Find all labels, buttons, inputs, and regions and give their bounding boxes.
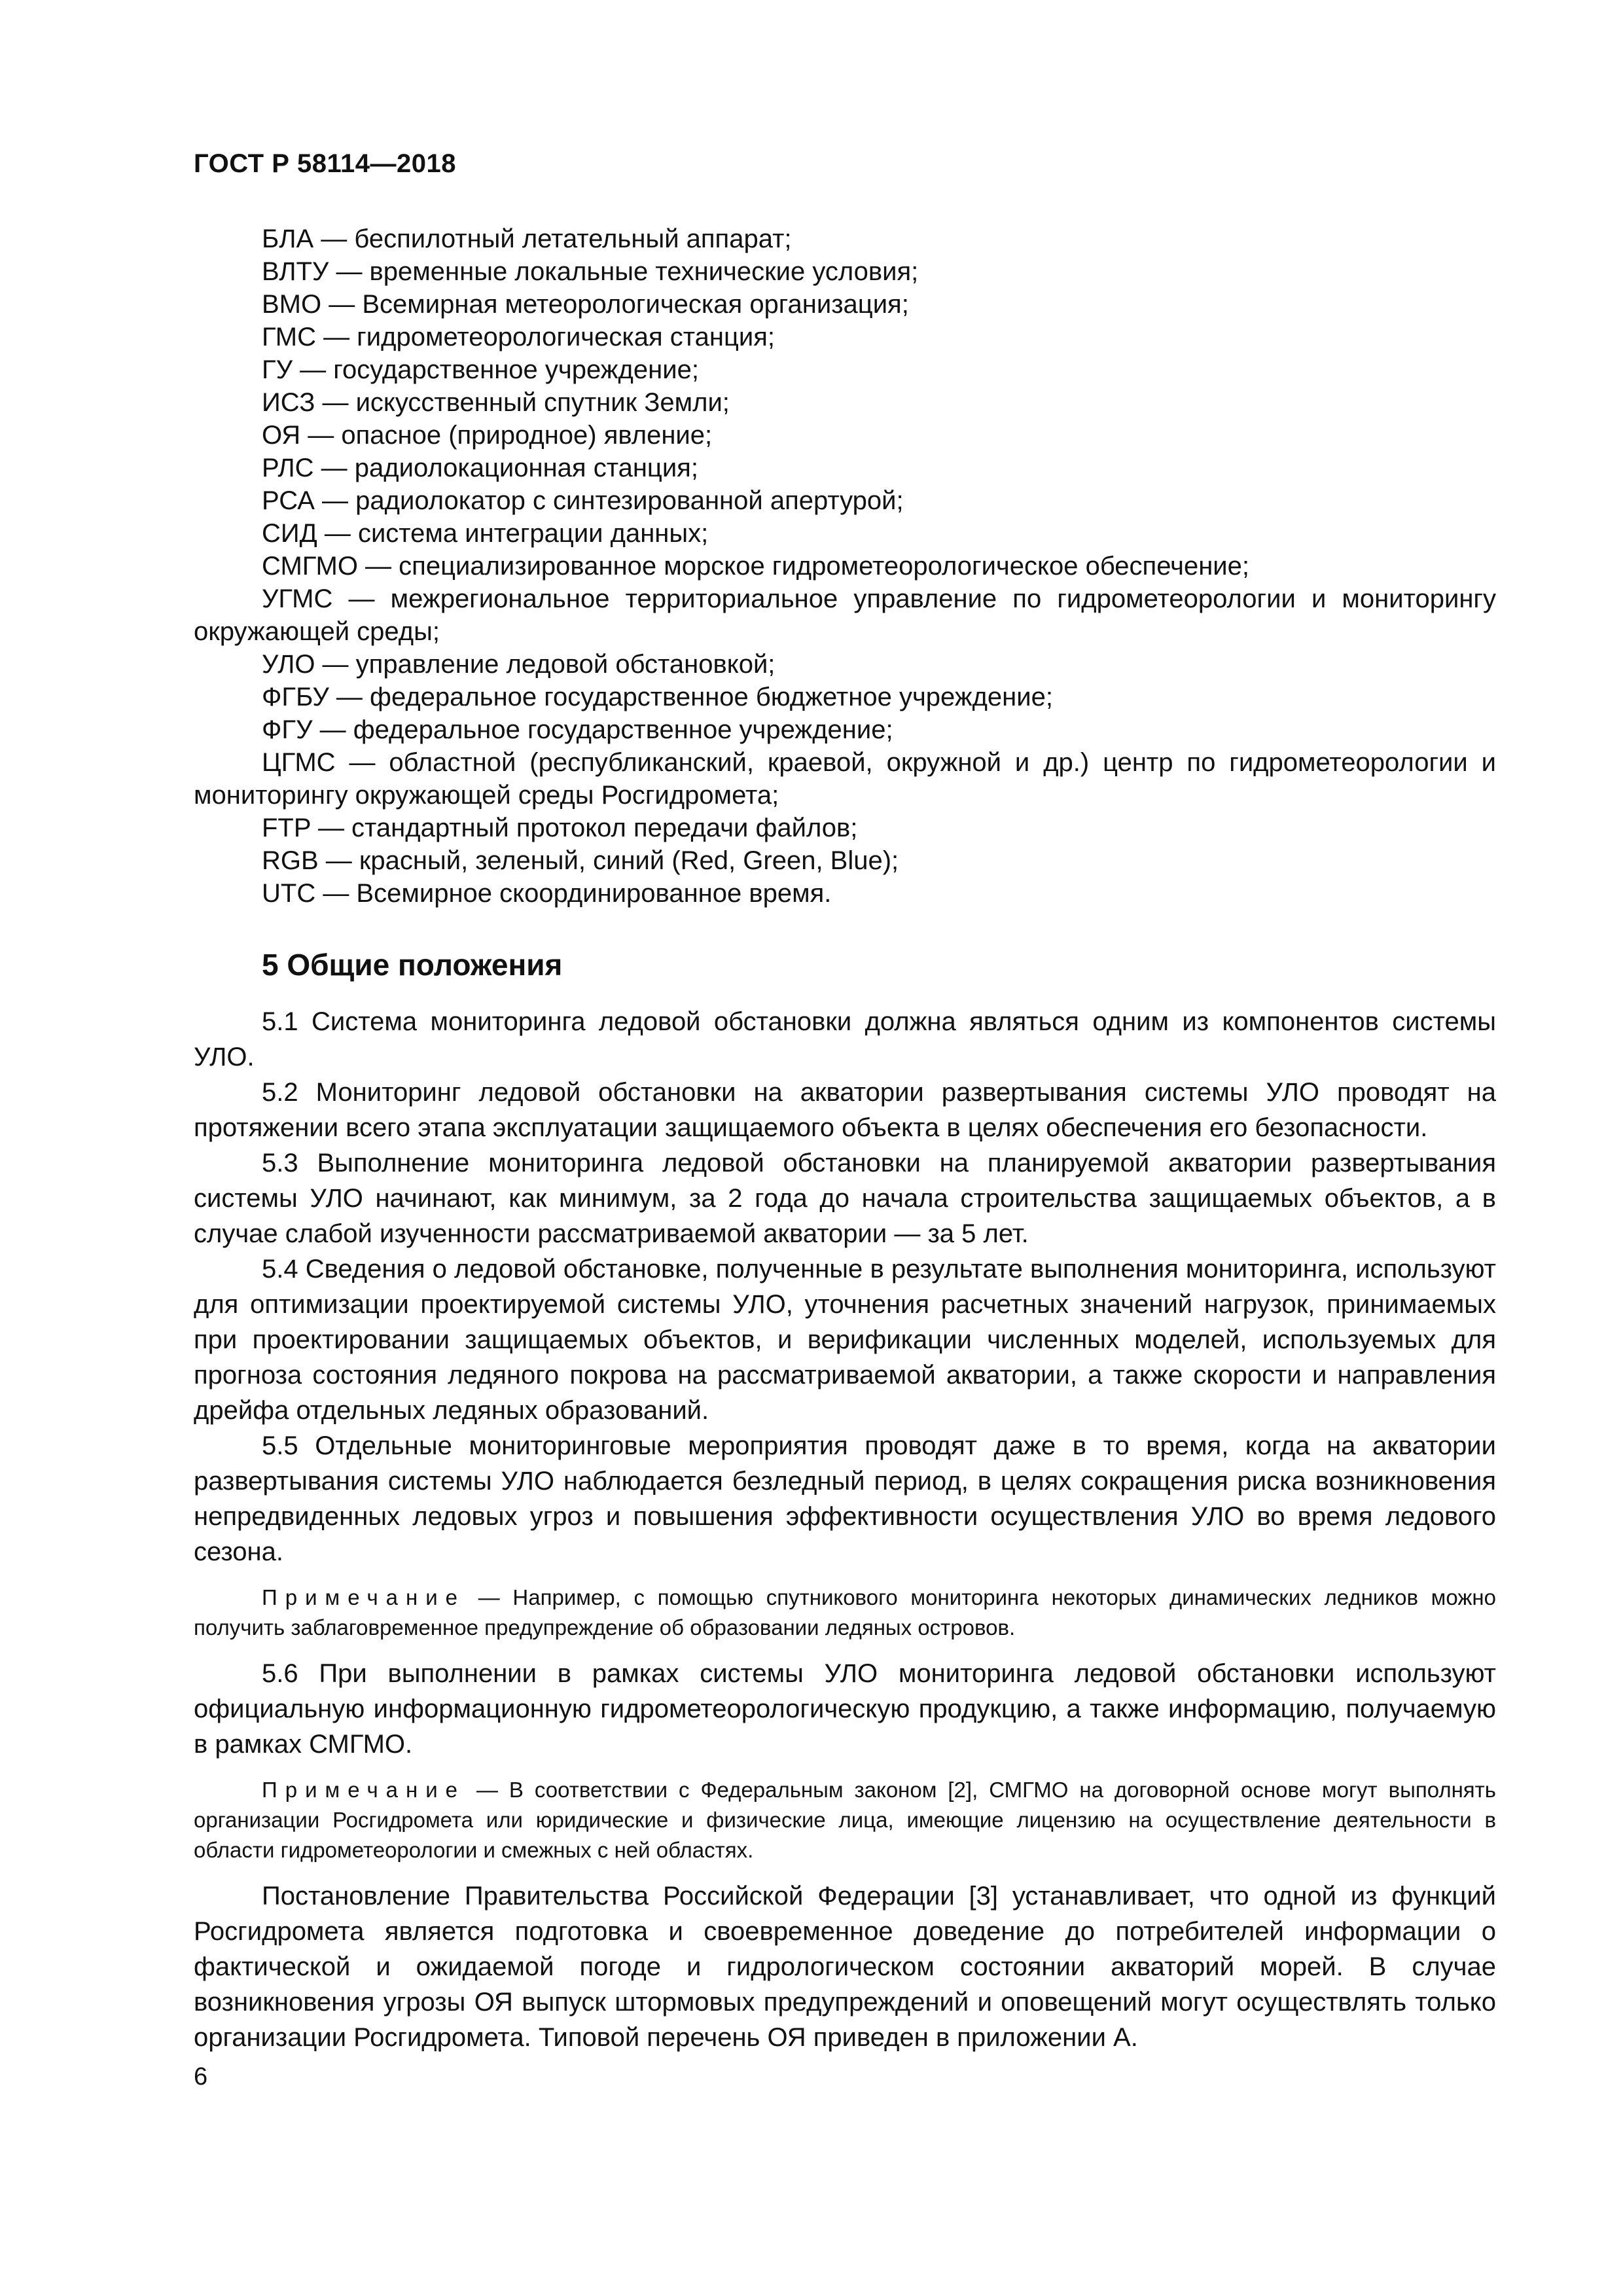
paragraph-5-4: 5.4 Сведения о ледовой обстановке, полученные в результате выполнения мониторинга, используют для оптимизации проектируемой системы УЛО, уточнения расчетных значений нагрузок, принимаемых при проектировании защищаемых объектов, и верификации численных моделей, используемых для прогноза состояния ледяного покрова на рассматриваемой акватории, а также скорости и направления дрейфа отдельных ледяных образований.	[194, 1255, 1496, 1425]
abbreviation-item: UTC — Всемирное скоординированное время.	[262, 879, 832, 908]
abbreviation-item: РСА — радиолокатор с синтезированной апертурой;	[262, 486, 904, 515]
abbreviation-item: ВМО — Всемирная метеорологическая организация;	[262, 290, 909, 319]
abbreviation-item: ГМС — гидрометеорологическая станция;	[262, 323, 776, 351]
paragraph-5-2: 5.2 Мониторинг ледовой обстановки на акватории развертывания системы УЛО проводят на протяжении всего этапа эксплуатации защищаемого объекта в целях обеспечения его безопасности.	[194, 1078, 1496, 1142]
abbreviation-item: ФГУ — федеральное государственное учреждение;	[262, 715, 893, 744]
paragraph-5-3: 5.3 Выполнение мониторинга ледовой обстановки на планируемой акватории развертывания системы УЛО начинают, как минимум, за 2 года до начала строительства защищаемых объектов, а в случае слабой изученности рассматриваемой акватории — за 5 лет.	[194, 1149, 1496, 1248]
abbreviation-item: ОЯ — опасное (природное) явление;	[262, 421, 713, 450]
section-title: 5 Общие положения	[262, 948, 563, 982]
abbreviation-item: УЛО — управление ледовой обстановкой;	[262, 650, 776, 679]
paragraph-5-1: 5.1 Система мониторинга ледовой обстановки должна являться одним из компонентов системы УЛО.	[194, 1007, 1496, 1071]
document-header: ГОСТ Р 58114—2018	[194, 149, 456, 178]
abbreviation-item: ЦГМС — областной (республиканский, краевой, окружной и др.) центр по гидрометеорологии и мониторингу окружающей среды Росгидромета;	[194, 748, 1496, 810]
note-text: — Например, с помощью спутникового мониторинга некоторых динамических ледников можно получить заблаговременное предупреждение об образовании ледяных островов.	[194, 1585, 1496, 1640]
note-1	[194, 1583, 1496, 1643]
page-content	[194, 223, 1496, 2055]
abbreviation-item: СИД — система интеграции данных;	[262, 519, 709, 548]
abbreviation-list	[194, 223, 1496, 910]
abbreviation-item: ИСЗ — искусственный спутник Земли;	[262, 388, 730, 417]
abbreviation-item: ГУ — государственное учреждение;	[262, 355, 699, 384]
paragraph-5-6: 5.6 При выполнении в рамках системы УЛО мониторинга ледовой обстановки используют официальную информационную гидрометеорологическую продукцию, а также информацию, получаемую в рамках СМГМО.	[194, 1659, 1496, 1759]
note-2	[194, 1775, 1496, 1865]
paragraph-final: Постановление Правительства Российской Федерации [3] устанавливает, что одной из функций Росгидромета является подготовка и своевременное доведение до потребителей информации о фактической и ожидаемой погоде и гидрологическом состоянии акваторий морей. В случае возникновения угрозы ОЯ выпуск штормовых предупреждений и оповещений могут осуществлять только организации Росгидромета. Типовой перечень ОЯ приведен в приложении А.	[194, 1882, 1496, 2052]
abbreviation-item: FTP — стандартный протокол передачи файлов;	[262, 814, 858, 842]
abbreviation-item: RGB — красный, зеленый, синий (Red, Green, Blue);	[262, 846, 899, 875]
abbreviation-item: ВЛТУ — временные локальные технические условия;	[262, 257, 919, 286]
page-number: 6	[194, 2063, 208, 2090]
abbreviation-item: СМГМО — специализированное морское гидрометеорологическое обеспечение;	[262, 552, 1249, 581]
abbreviation-item: РЛС — радиолокационная станция;	[262, 454, 698, 482]
abbreviation-item: УГМС — межрегиональное территориальное управление по гидрометеорологии и мониторингу окружающей среды;	[194, 584, 1496, 646]
note-label: Примечание	[262, 1778, 466, 1802]
abbreviation-item: БЛА — беспилотный летательный аппарат;	[262, 224, 792, 253]
abbreviation-item: ФГБУ — федеральное государственное бюджетное учреждение;	[262, 683, 1053, 711]
note-label: Примечание	[262, 1585, 466, 1609]
paragraph-5-5: 5.5 Отдельные мониторинговые мероприятия проводят даже в то время, когда на акватории развертывания системы УЛО наблюдается безледный период, в целях сокращения риска возникновения непредвиденных ледовых угроз и повышения эффективности осуществления УЛО во время ледового сезона.	[194, 1431, 1496, 1566]
note-text: — В соответствии с Федеральным законом [2], СМГМО на договорной основе могут выполнять организации Росгидромета или юридические и физические лица, имеющие лицензию на осуществление деятельности в области гидрометеорологии и смежных с ней областях.	[194, 1778, 1496, 1862]
